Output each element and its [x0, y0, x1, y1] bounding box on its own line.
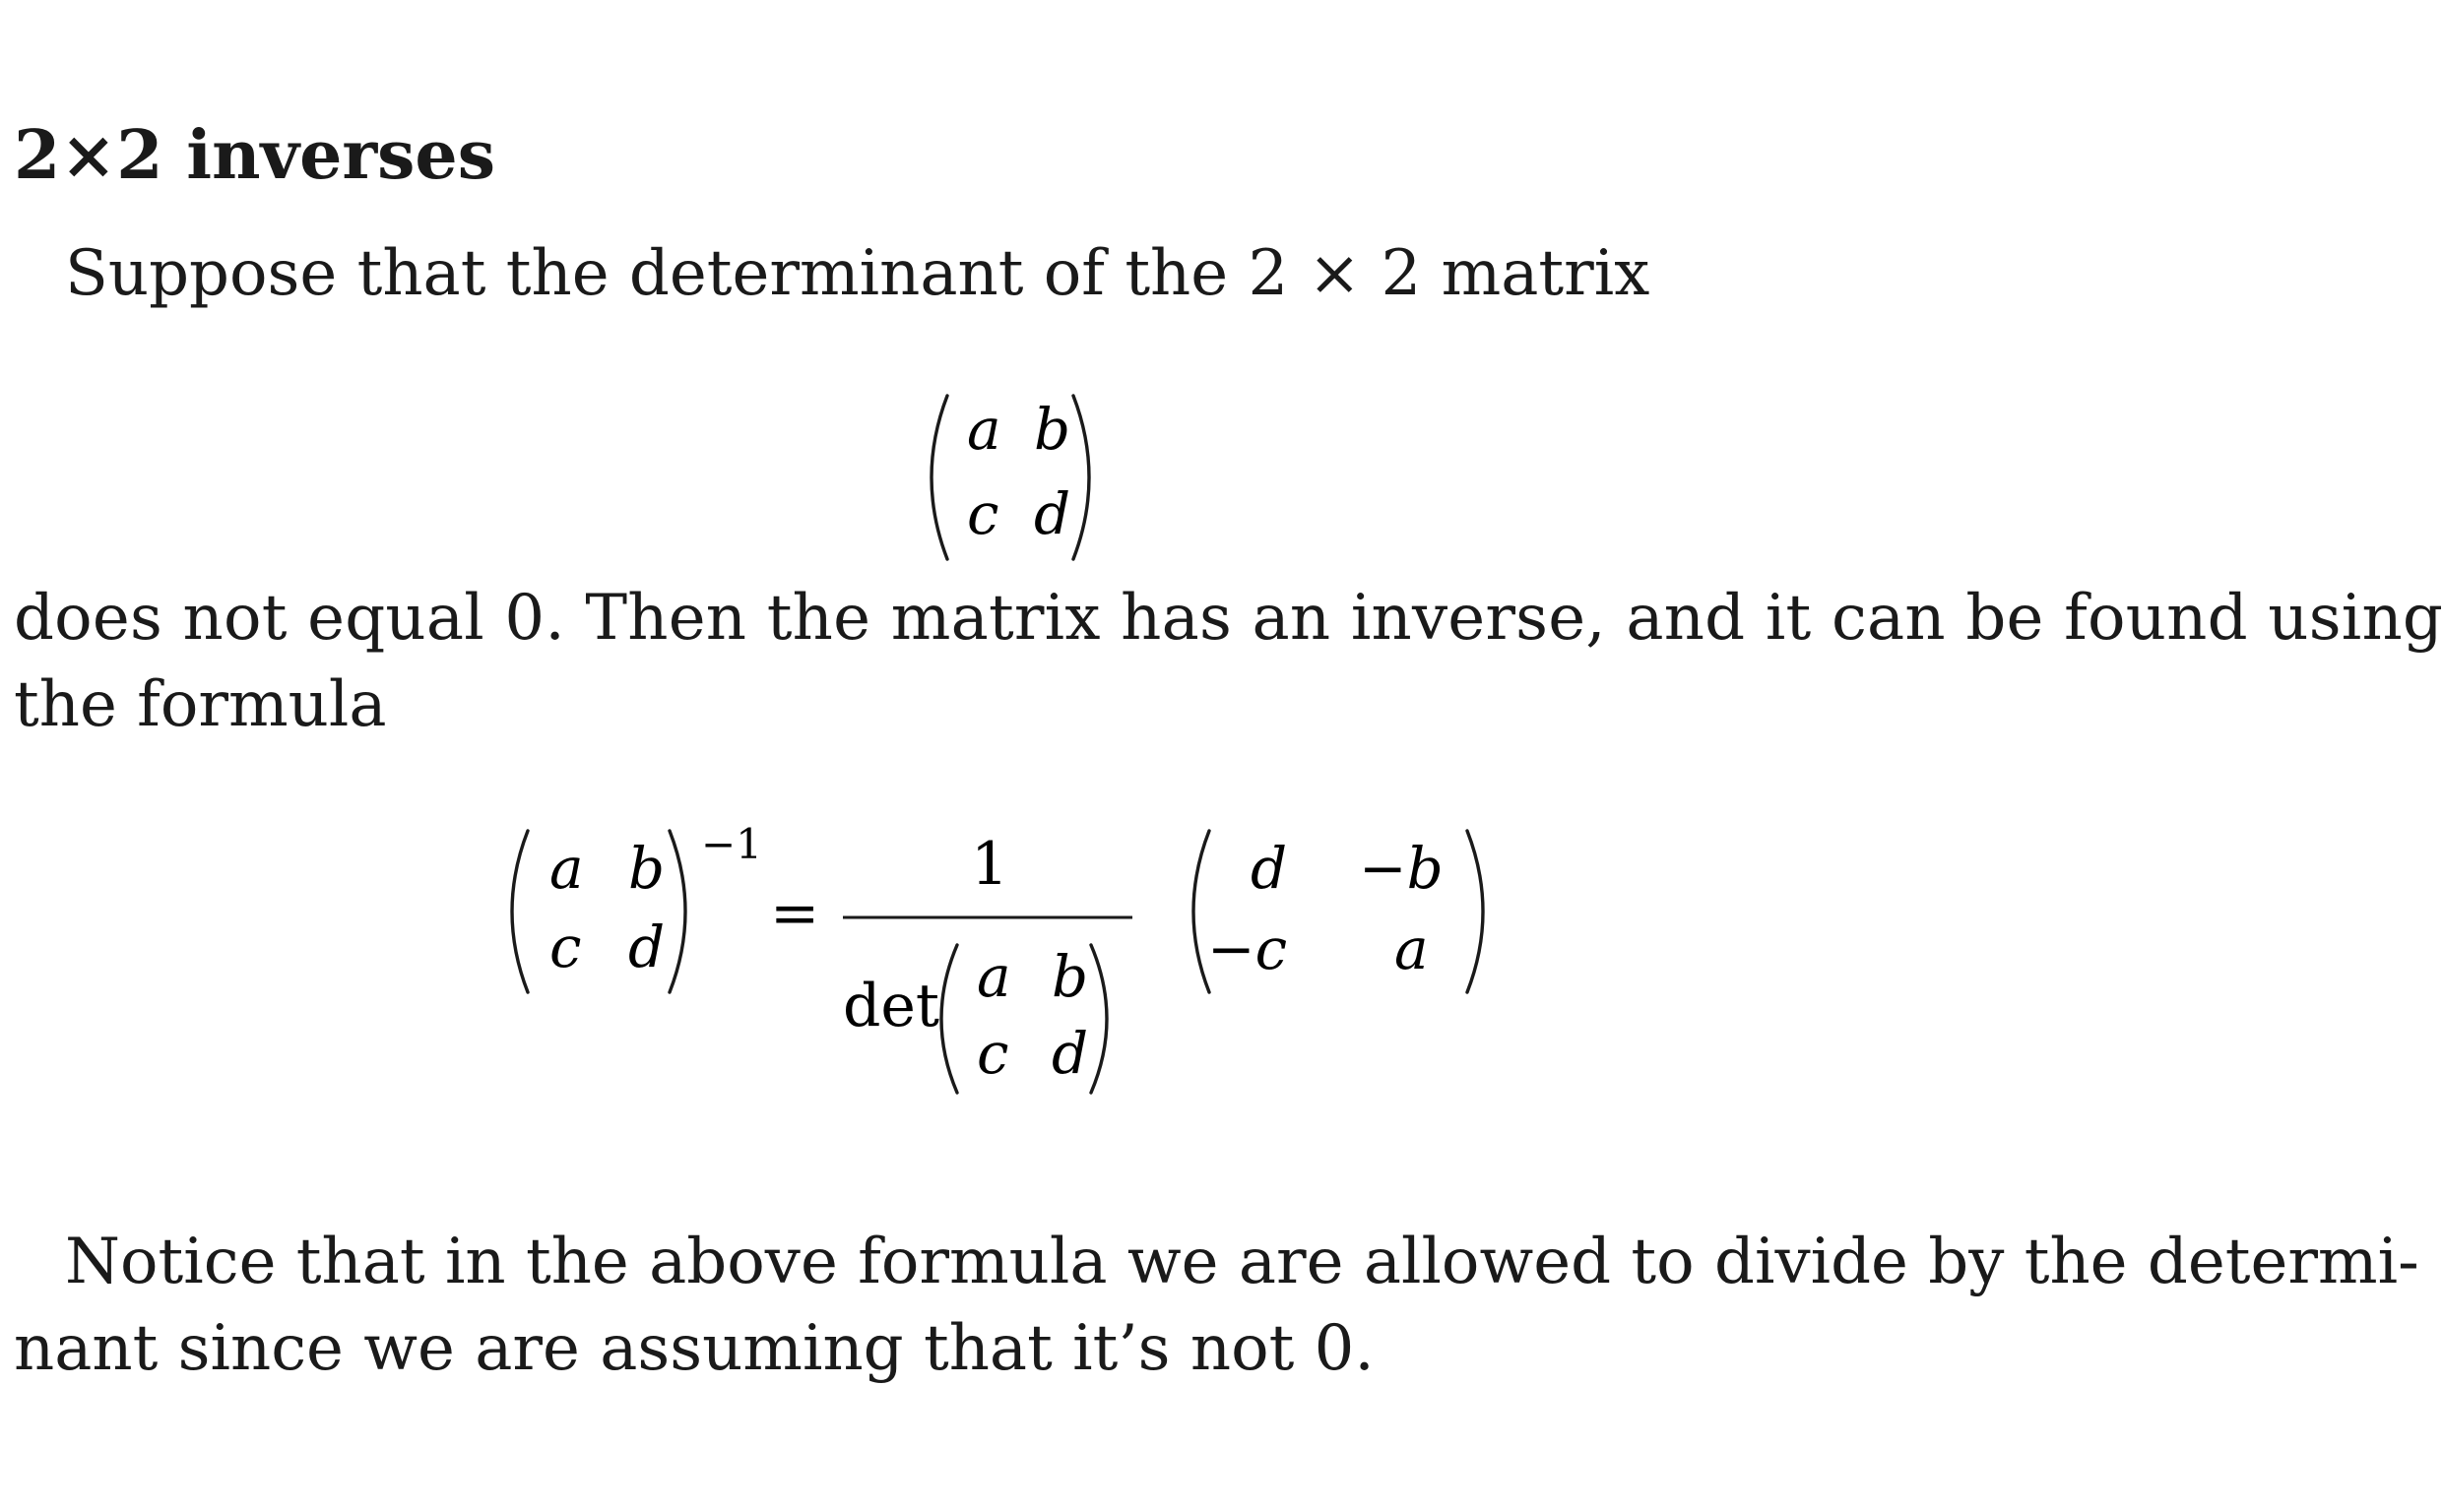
- middle-paragraph-line-1: does not equal 0. Then the matrix has an inverse, and it can be found using: [14, 582, 2443, 655]
- den-entry-c: c: [977, 1020, 1009, 1087]
- adj-entry-r2c2: a: [1394, 915, 1429, 982]
- adj-entry-r1c2: −b: [1359, 835, 1444, 902]
- lhs-entry-a: a: [549, 835, 584, 902]
- matrix-entry-a: a: [967, 396, 1001, 463]
- det-operator: det: [843, 972, 940, 1040]
- equals-sign: =: [770, 879, 820, 948]
- lhs-entry-c: c: [549, 914, 582, 980]
- inverse-exponent: −1: [701, 820, 762, 868]
- den-entry-b: b: [1052, 943, 1089, 1010]
- matrix-entry-d: d: [1034, 480, 1071, 547]
- inverse-formula: [492, 807, 1575, 1122]
- den-right-paren: [1091, 945, 1107, 1093]
- left-paren: [932, 396, 947, 559]
- middle-paragraph-line-2: the formula: [14, 668, 387, 741]
- notice-paragraph-line-2: nant since we are assuming that it’s not 0.: [14, 1312, 1375, 1385]
- lhs-entry-b: b: [628, 835, 666, 902]
- right-paren: [1073, 396, 1089, 559]
- adj-entry-r2c1: −c: [1207, 915, 1288, 982]
- den-left-paren: [941, 945, 957, 1093]
- adj-right-paren: [1467, 831, 1483, 992]
- intro-paragraph: Suppose that the determinant of the 2 × 2 matrix: [65, 237, 1650, 310]
- lhs-right-paren: [670, 831, 685, 992]
- lhs-matrix: [512, 831, 685, 992]
- notice-paragraph-line-1: Notice that in the above formula we are allowed to divide by the determi-: [65, 1226, 2419, 1298]
- section-heading: 2×2 inverses: [14, 116, 495, 195]
- matrix-display: [916, 384, 1113, 571]
- matrix-entry-b: b: [1034, 396, 1071, 463]
- den-entry-d: d: [1052, 1020, 1089, 1087]
- den-entry-a: a: [977, 943, 1011, 1010]
- lhs-left-paren: [512, 831, 528, 992]
- lhs-entry-d: d: [628, 914, 666, 980]
- fraction-numerator: 1: [971, 830, 1009, 899]
- adj-entry-r1c1: d: [1251, 835, 1288, 902]
- fraction-denominator: [843, 943, 1107, 1093]
- adjugate-matrix: [1193, 831, 1483, 992]
- matrix-entry-c: c: [967, 480, 999, 547]
